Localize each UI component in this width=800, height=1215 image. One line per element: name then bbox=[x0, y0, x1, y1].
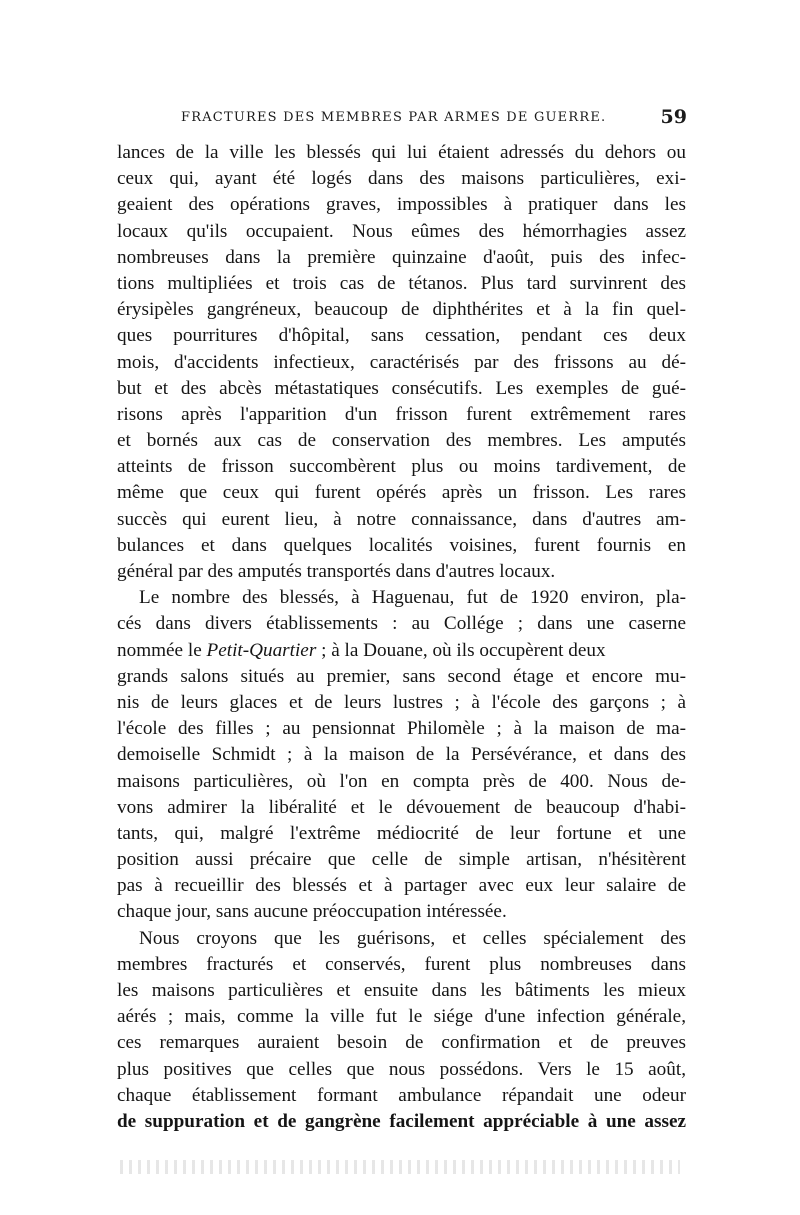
text-fragment: nommée le bbox=[117, 639, 202, 661]
text-line: les maisons particulières et ensuite dans les bâtiments les mieux bbox=[117, 980, 686, 1001]
text-line: chaque jour, sans aucune préoccupation intéressée. bbox=[117, 901, 507, 923]
text-line: tants, qui, malgré l'extrême médiocrité de leur fortune et une bbox=[117, 822, 686, 844]
text-line: mois, d'accidents infectieux, caractérisés par des frissons au dé- bbox=[117, 351, 686, 373]
text-line: nombreuses dans la première quinzaine d'août, puis des infec- bbox=[117, 246, 686, 268]
text-line: risons après l'apparition d'un frisson furent extrêmement rares bbox=[117, 403, 686, 425]
running-title: FRACTURES DES MEMBRES PAR ARMES DE GUERRE. bbox=[181, 110, 607, 125]
text-line: même que ceux qui furent opérés après un frisson. Les rares bbox=[117, 482, 686, 504]
text-line: demoiselle Schmidt ; à la maison de la Persévérance, et dans des bbox=[117, 744, 686, 766]
text-line: ces remarques auraient besoin de confirmation et de preuves bbox=[117, 1032, 686, 1054]
text-line: chaque établissement formant ambulance répandait une odeur bbox=[117, 1084, 686, 1106]
text-line: de suppuration et de gangrène facilement appréciable à une assez bbox=[117, 1110, 686, 1132]
page-number: 59 bbox=[660, 106, 687, 128]
text-fragment: ; à la Douane, où ils occupèrent deux bbox=[316, 639, 606, 661]
text-line: nis de leurs glaces et de leurs lustres ; à l'école des garçons ; à bbox=[117, 691, 686, 713]
text-line: atteints de frisson succombèrent plus ou moins tardivement, de bbox=[117, 456, 686, 478]
body-text bbox=[117, 140, 686, 1135]
text-line: aérés ; mais, comme la ville fut le siége d'une infection générale, bbox=[117, 1006, 686, 1028]
text-line: vons admirer la libéralité et le dévouement de beaucoup d'habi- bbox=[117, 796, 686, 818]
text-line: érysipèles gangréneux, beaucoup de diphthérites et à la fin quel- bbox=[117, 299, 686, 321]
text-line: succès qui eurent lieu, à notre connaissance, dans d'autres am- bbox=[117, 508, 686, 530]
text-line-with-italic bbox=[117, 638, 686, 664]
text-line: bulances et dans quelques localités voisines, furent fournis en bbox=[117, 534, 686, 556]
text-line: membres fracturés et conservés, furent plus nombreuses dans bbox=[117, 953, 686, 975]
text-line: maisons particulières, où l'on en compta près de 400. Nous de- bbox=[117, 770, 686, 792]
page-header bbox=[175, 108, 687, 130]
text-line: tions multipliées et trois cas de tétanos. Plus tard survinrent des bbox=[117, 272, 686, 294]
text-line: ques pourritures d'hôpital, sans cessation, pendant ces deux bbox=[117, 325, 686, 347]
text-line: Le nombre des blessés, à Haguenau, fut de 1920 environ, pla- bbox=[139, 587, 686, 609]
text-line: ceux qui, ayant été logés dans des maisons particulières, exi- bbox=[117, 168, 686, 190]
text-line: position aussi précaire que celle de simple artisan, n'hésitèrent bbox=[117, 849, 686, 871]
text-line: pas à recueillir des blessés et à partager avec eux leur salaire de bbox=[117, 875, 686, 897]
text-line: Nous croyons que les guérisons, et celles spécialement des bbox=[139, 927, 686, 949]
text-line: grands salons situés au premier, sans second étage et encore mu- bbox=[117, 665, 686, 687]
text-line: général par des amputés transportés dans d'autres locaux. bbox=[117, 561, 556, 582]
text-line: cés dans divers établissements : au Collége ; dans une caserne bbox=[117, 613, 686, 635]
text-line: but et des abcès métastatiques consécutifs. Les exemples de gué- bbox=[117, 377, 686, 399]
text-line: geaient des opérations graves, impossibles à pratiquer dans les bbox=[117, 194, 686, 216]
text-line: plus positives que celles que nous possédons. Vers le 15 août, bbox=[117, 1058, 686, 1080]
bleed-through-noise bbox=[120, 1160, 680, 1174]
italic-place-name: Petit-Quartier bbox=[206, 639, 317, 661]
text-line: lances de la ville les blessés qui lui étaient adressés du dehors ou bbox=[117, 142, 686, 163]
text-line: locaux qu'ils occupaient. Nous eûmes des hémorrhagies assez bbox=[117, 220, 686, 242]
text-line: et bornés aux cas de conservation des membres. Les amputés bbox=[117, 430, 686, 452]
text-line: l'école des filles ; au pensionnat Philomèle ; à la maison de ma- bbox=[117, 718, 686, 740]
